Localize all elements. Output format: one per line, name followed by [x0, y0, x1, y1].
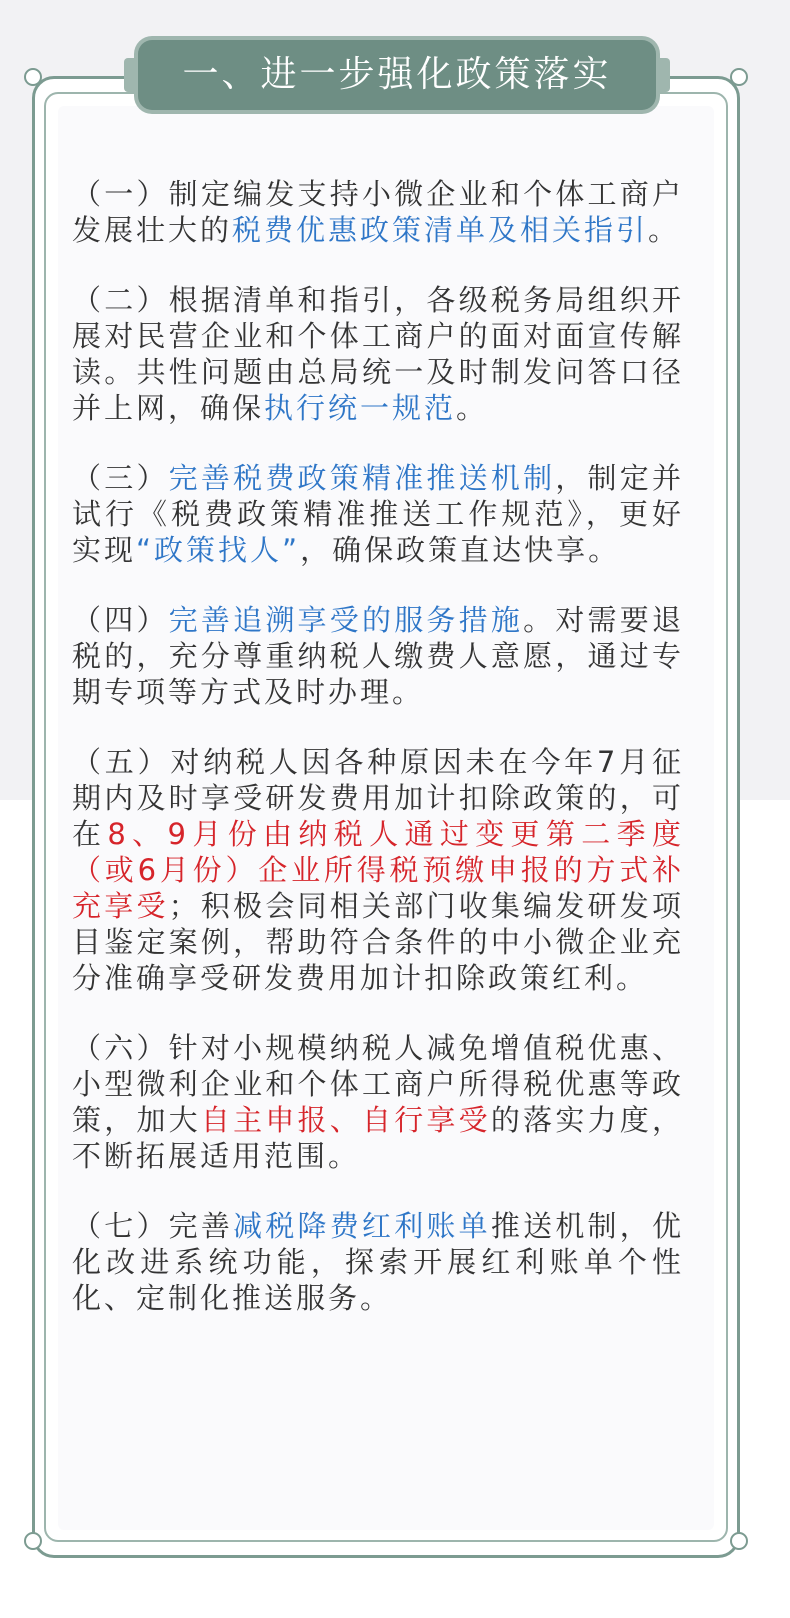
paragraph-3-text: ，制定并试行《税费政策精准推送工作规范》，更好实现: [72, 461, 684, 567]
paragraph-5-highlight: 8、9月份由纳税人通过变更第二季度（或6月份）企业所得税预缴申报的方式补充享受: [72, 817, 684, 923]
paragraph-2-end: 。: [456, 391, 489, 425]
paragraph-2-text: （二）根据清单和指引，各级税务局组织开展对民营企业和个体工商户的面对面宣传解读。共性问题由总局统一及时制发问答口径并上网，确保: [72, 283, 684, 425]
paragraph-6: [72, 1030, 684, 1174]
corner-ornament-bottom-left: [24, 1532, 42, 1550]
paragraph-6-highlight: 自主申报、自行享受: [200, 1103, 491, 1137]
paragraph-7-highlight: 减税降费红利账单: [233, 1209, 491, 1243]
paragraph-5-end: ；积极会同相关部门收集编发研发项目鉴定案例，帮助符合条件的中小微企业充分准确享受研发费用加计扣除政策红利。: [72, 889, 684, 995]
corner-ornament-top-left: [24, 68, 42, 86]
paragraph-6-text: （六）针对小规模纳税人减免增值税优惠、小型微利企业和个体工商户所得税优惠等政策，加大: [72, 1031, 684, 1137]
corner-ornament-top-right: [730, 68, 748, 86]
paragraph-5-text: （五）对纳税人因各种原因未在今年7月征期内及时享受研发费用加计扣除政策的，可在: [72, 745, 684, 851]
paragraph-7: [72, 1208, 684, 1316]
corner-ornament-bottom-right: [730, 1532, 748, 1550]
paragraph-6-end: 的落实力度，不断拓展适用范围。: [72, 1103, 684, 1173]
paragraph-3-end: ，确保政策直达快享。: [300, 533, 621, 567]
paragraph-4-prefix: （四）: [72, 603, 169, 637]
paragraph-5: [72, 744, 684, 996]
paragraph-3-highlight: 完善税费政策精准推送机制: [168, 461, 556, 495]
paragraph-4-highlight: 完善追溯享受的服务措施: [168, 603, 524, 637]
paragraph-1: [72, 176, 684, 248]
article-body: [72, 176, 684, 1350]
paragraph-4: [72, 602, 684, 710]
paragraph-4-text: 。对需要退税的，充分尊重纳税人缴费人意愿，通过专期专项等方式及时办理。: [72, 603, 684, 709]
paragraph-1-highlight: 税费优惠政策清单及相关指引: [232, 213, 649, 247]
paragraph-1-text: （一）制定编发支持小微企业和个体工商户发展壮大的: [72, 177, 684, 247]
paragraph-1-end: 。: [648, 213, 681, 247]
paragraph-2-highlight: 执行统一规范: [264, 391, 457, 425]
paragraph-2: [72, 282, 684, 426]
paragraph-3-quote-highlight: “政策找人”: [136, 533, 301, 567]
section-title: 一、进一步强化政策落实: [182, 54, 612, 95]
paragraph-3-prefix: （三）: [72, 461, 169, 495]
paragraph-7-prefix: （七）完善: [72, 1209, 234, 1243]
paragraph-3: [72, 460, 684, 568]
paragraph-7-text: 推送机制，优化改进系统功能，探索开展红利账单个性化、定制化推送服务。: [72, 1209, 684, 1315]
